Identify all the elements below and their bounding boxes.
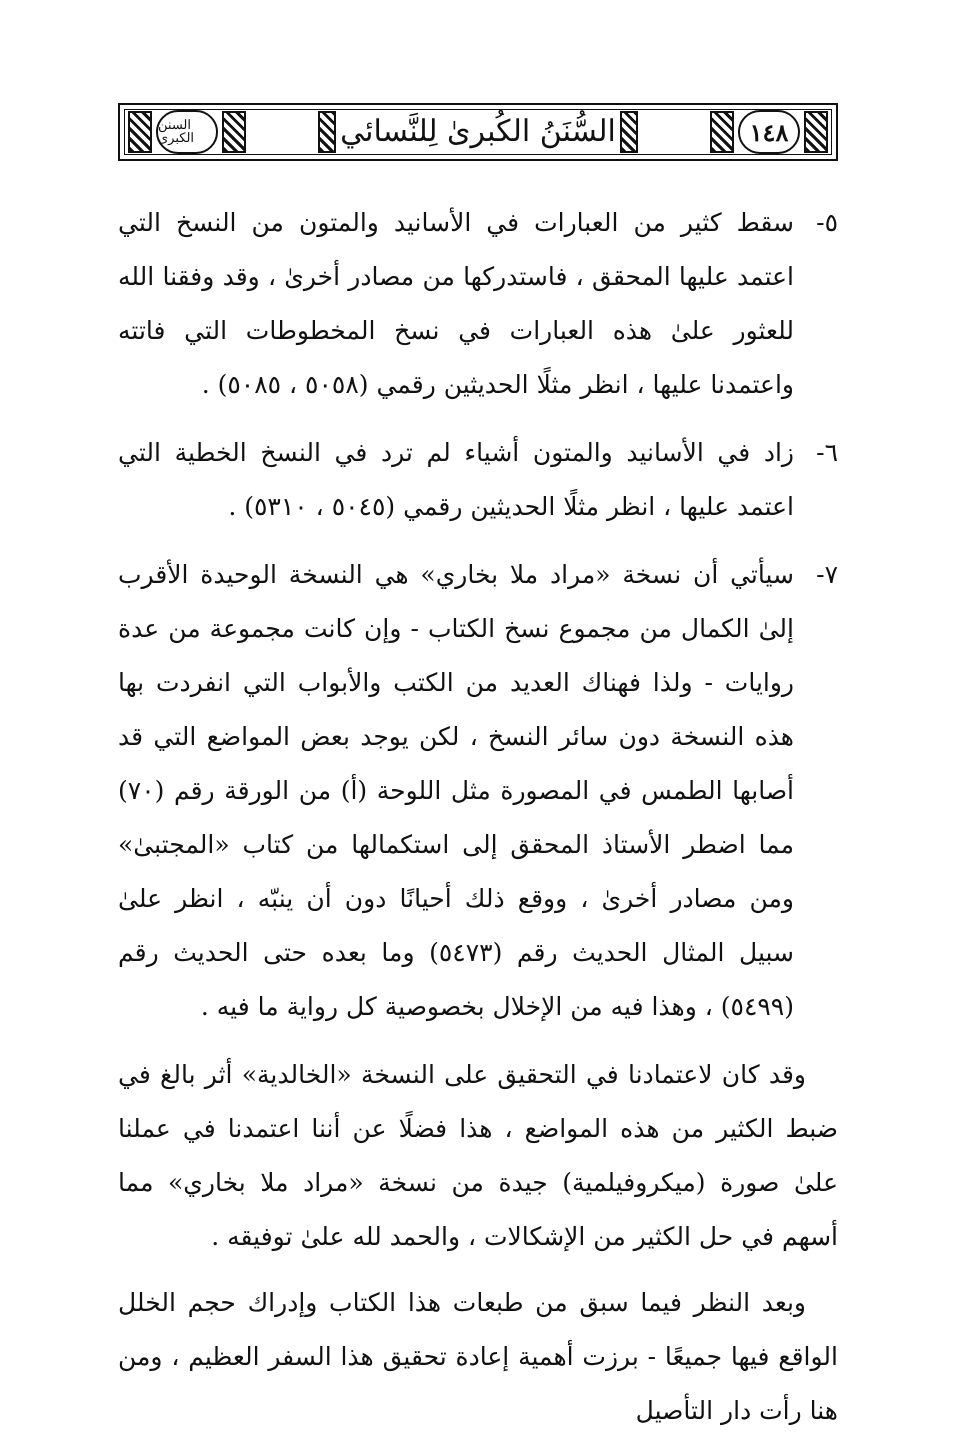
ornament-title-left bbox=[318, 111, 336, 153]
item-number: ٦- bbox=[816, 438, 838, 467]
paragraph: وقد كان لاعتمادنا في التحقيق على النسخة «الخالدية» أثر بالغ في ضبط الكثير من هذه المواضع ، هذا فضلًا عن أننا اعتمدنا في عملنا علىٰ صورة (ميكروفيلمية) جيدة من نسخة «مراد ملا بخاري» مما أسهم في حل الكثير من الإشكالات ، والحمد لله علىٰ توفيقه . bbox=[118, 1060, 838, 1251]
page-body bbox=[118, 196, 838, 1450]
ornament-right-outer bbox=[804, 111, 828, 153]
ornament-title-right bbox=[620, 111, 638, 153]
item-number: ٥- bbox=[816, 208, 838, 237]
item-text: سيأتي أن نسخة «مراد ملا بخاري» هي النسخة الوحيدة الأقرب إلىٰ الكمال من مجموع نسخ الكتاب - وإن كانت مجموعة من عدة روايات - ولذا فهناك العديد من الكتب والأبواب التي انفردت بها هذه النسخة دون سائر النسخ ، لكن يوجد بعض المواضع التي قد أصابها الطمس في المصورة مثل اللوحة (أ) من الورقة رقم (٧٠) مما اضطر الأستاذ المحقق إلى استكمالها من كتاب «المجتبىٰ» ومن مصادر أخرىٰ ، ووقع ذلك أحيانًا دون أن ينبّه ، انظر علىٰ سبيل المثال الحديث رقم (٥٤٧٣) وما بعده حتى الحديث رقم (٥٤٩٩) ، وهذا فيه من الإخلال بخصوصية كل رواية ما فيه . bbox=[118, 560, 794, 1021]
paragraph: وبعد النظر فيما سبق من طبعات هذا الكتاب وإدراك حجم الخلل الواقع فيها جميعًا - برزت أهمية إعادة تحقيق هذا السفر العظيم ، ومن هنا رأت دار التأصيل bbox=[118, 1288, 838, 1425]
page-header-frame bbox=[118, 103, 838, 161]
book-seal-logo bbox=[156, 110, 218, 154]
item-text: زاد في الأسانيد والمتون أشياء لم ترد في النسخ الخطية التي اعتمد عليها ، انظر مثلًا الحديثين رقمي (٥٠٤٥ ، ٥٣١٠) . bbox=[118, 438, 794, 521]
item-text: سقط كثير من العبارات في الأسانيد والمتون من النسخ التي اعتمد عليها المحقق ، فاستدركها من مصادر أخرىٰ ، وقد وفقنا الله للعثور علىٰ هذه العبارات في نسخ المخطوطات التي فاتته واعتمدنا عليها ، انظر مثلًا الحديثين رقمي (٥٠٥٨ ، ٥٠٨٥) . bbox=[118, 208, 794, 399]
list-item-7 bbox=[118, 548, 838, 1034]
ornament-left-inner bbox=[222, 111, 246, 153]
seal-text: السنن الكبرى bbox=[158, 118, 195, 146]
list-item-5 bbox=[118, 196, 838, 412]
book-title: السُّنَنُ الكُبرىٰ لِلنَّسائي bbox=[340, 113, 616, 149]
page-number: ١٤٨ bbox=[738, 110, 800, 154]
item-number: ٧- bbox=[816, 560, 838, 589]
ornament-right-inner bbox=[710, 111, 734, 153]
list-item-6 bbox=[118, 426, 838, 534]
ornament-left-outer bbox=[128, 111, 152, 153]
